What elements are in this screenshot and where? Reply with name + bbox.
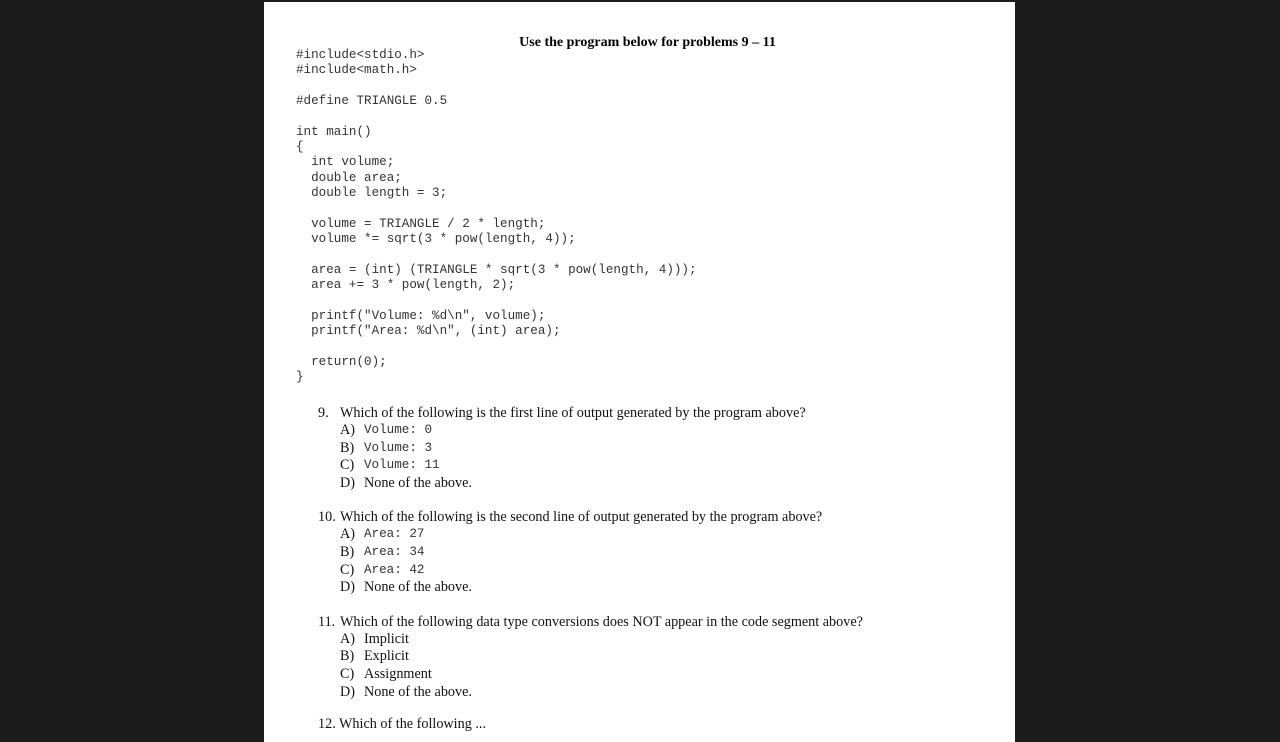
code-line [296,294,697,309]
answer-options [340,526,863,596]
code-line [296,79,697,94]
code-line [296,340,697,355]
question-number: 9. [318,405,329,421]
option-letter: B) [340,439,355,456]
answer-option [340,475,863,493]
option-text: None of the above. [364,474,472,491]
code-line: volume = TRIANGLE / 2 * length; [296,216,546,231]
question-11 [318,613,863,701]
answer-option [340,440,863,458]
code-line: volume *= sqrt(3 * pow(length, 4)); [296,232,576,247]
option-letter: A) [340,630,355,647]
answer-option [340,544,863,562]
option-letter: C) [340,665,355,682]
option-text: Volume: 0 [364,423,433,437]
question-9 [318,404,863,492]
option-letter: A) [340,422,355,438]
answer-option [340,422,863,440]
option-text: Area: 42 [364,562,425,577]
question-text: Which of the following is the second line of output generated by the program above? [340,509,823,526]
question-stem [318,613,863,631]
question-stem [318,508,863,526]
answer-options [340,631,863,701]
option-text: Explicit [364,648,409,665]
answer-option [340,631,863,649]
code-line: area = (int) (TRIANGLE * sqrt(3 * pow(length, 4))); [296,262,697,277]
question-number: 10. [318,509,336,526]
code-line: return(0); [296,354,387,369]
option-letter: A) [340,526,355,543]
answer-option [340,526,863,544]
option-text: None of the above. [364,683,472,700]
answer-option [340,579,863,597]
code-line: { [296,140,304,155]
code-line: } [296,370,304,385]
code-line: double length = 3; [296,186,448,201]
code-line: int main() [296,124,372,139]
option-letter: D) [340,579,355,596]
code-line: #include<math.h> [296,63,417,78]
option-letter: C) [340,457,355,474]
question-10 [318,508,863,596]
answer-option [340,562,863,580]
question-text: Which of the following data type conversions does NOT appear in the code segment above? [340,613,863,630]
option-text: Area: 27 [364,527,425,542]
option-letter: C) [340,561,355,578]
code-line: int volume; [296,155,395,170]
code-line [296,109,697,124]
option-text: None of the above. [364,579,472,596]
code-line: double area; [296,170,402,185]
answer-option [340,684,863,702]
question-stem [318,404,863,422]
code-line: printf("Volume: %d\n", volume); [296,308,546,323]
option-letter: D) [340,683,355,700]
option-letter: D) [340,474,355,491]
code-listing [296,48,697,386]
code-line [296,201,697,216]
option-text: Assignment [364,665,432,682]
document-page[interactable] [264,2,1015,742]
partial-next-question: 12. Which of the following ... [318,716,486,732]
option-text: Volume: 11 [364,458,440,473]
question-number: 11. [318,613,336,630]
code-line: #include<stdio.h> [296,48,425,62]
page-heading: Use the program below for problems 9 – 11 [519,35,776,50]
answer-options [340,422,863,492]
code-line: printf("Area: %d\n", (int) area); [296,324,561,339]
code-line: area += 3 * pow(length, 2); [296,278,516,293]
answer-option [340,666,863,684]
option-letter: B) [340,648,355,665]
option-text: Implicit [364,630,409,647]
option-text: Volume: 3 [364,440,433,455]
answer-option [340,648,863,666]
code-line: #define TRIANGLE 0.5 [296,94,448,109]
question-text: Which of the following is the first line of output generated by the program above? [340,405,806,421]
code-line [296,247,697,262]
option-letter: B) [340,543,355,560]
option-text: Area: 34 [364,544,425,559]
question-list [318,404,863,701]
answer-option [340,457,863,475]
